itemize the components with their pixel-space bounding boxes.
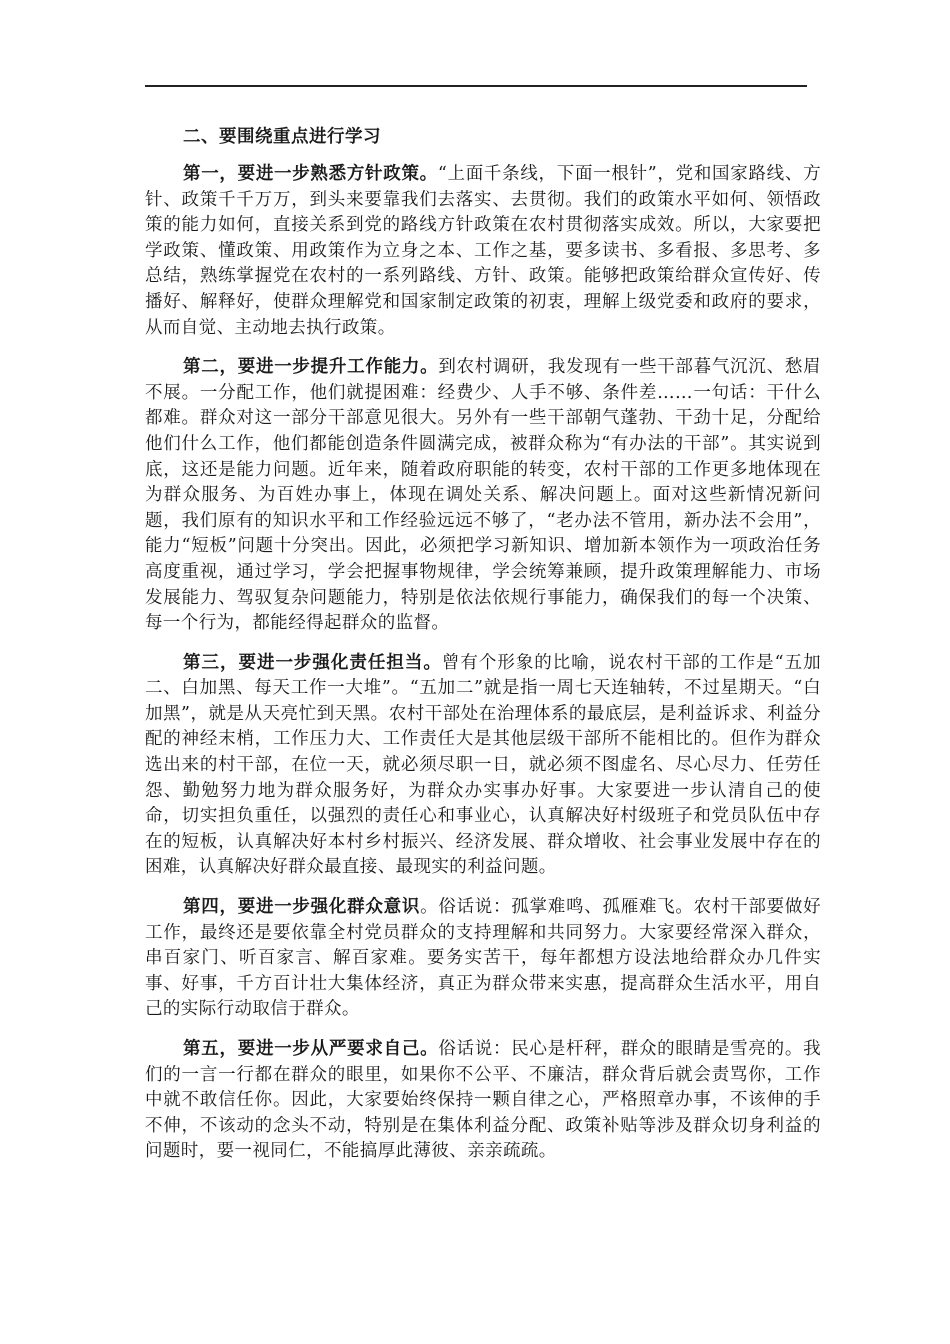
paragraph-lead: 第一，要进一步熟悉方针政策。: [183, 164, 438, 184]
paragraph-lead: 第五，要进一步从严要求自己。: [183, 1039, 439, 1059]
paragraph-lead: 第二，要进一步提升工作能力。: [183, 357, 439, 378]
document-body: [145, 124, 821, 1179]
paragraph-lead: 第三，要进一步强化责任担当。: [183, 652, 442, 673]
paragraph-text: 曾有个形象的比喻，说农村干部的工作是“五加二、白加黑、每天工作一大堆”。“五加二”就是指一周七天连轴转，不过星期天。“白加黑”，就是从天亮忙到天黑。农村干部处在治理体系的最底层，是利益诉求、利益分配的神经末梢，工作压力大、工作责任大是其他层级干部所不能相比的。但作为群众选出来的村干部，在位一天，就必须尽职一日，就必须不图虚名、尽心尽力、任劳任怨、勤勉努力地为群众服务好，为群众办实事办好事。大家要进一步认清自己的使命，切实担负重任，以强烈的责任心和事业心，认真解决好村级班子和党员队伍中存在的短板，认真解决好本村乡村振兴、经济发展、群众增收、社会事业发展中存在的困难，认真解决好群众最直接、最现实的利益问题。: [145, 652, 821, 878]
paragraph-text: “上面千条线，下面一根针”，党和国家路线、方针、政策千千万万，到头来要靠我们去落实、去贯彻。我们的政策水平如何、领悟政策的能力如何，直接关系到党的路线方针政策在农村贯彻落实成效。所以，大家要把学政策、懂政策、用政策作为立身之本、工作之基，要多读书、多看报、多思考、多总结，熟练掌握党在农村的一系列路线、方针、政策。能够把政策给群众宣传好、传播好、解释好，使群众理解党和国家制定政策的初衷，理解上级党委和政府的要求，从而自觉、主动地去执行政策。: [145, 164, 821, 338]
paragraph-2: [145, 355, 821, 637]
paragraph-5: [145, 1037, 821, 1165]
section-heading: 二、要围绕重点进行学习: [183, 127, 381, 147]
paragraph-4: [145, 895, 821, 1023]
paragraph-1: [145, 162, 821, 341]
paragraph-text: 俗话说：民心是杆秤，群众的眼睛是雪亮的。我们的一言一行都在群众的眼里，如果你不公平、不廉洁，群众背后就会责骂你，工作中就不敢信任你。因此，大家要始终保持一颗自律之心，严格照章办事，不该伸的手不伸，不该动的念头不动，特别是在集体利益分配、政策补贴等涉及群众切身利益的问题时，要一视同仁，不能搞厚此薄彼、亲亲疏疏。: [145, 1039, 821, 1162]
paragraph-3: [145, 651, 821, 881]
paragraph-lead: 第四，要进一步强化群众意识: [183, 897, 421, 918]
paragraph-text: 。俗话说：孤掌难鸣、孤雁难飞。农村干部要做好工作，最终还是要依靠全村党员群众的支持理解和共同努力。大家要经常深入群众，串百家门、听百家言、解百家难。要务实苦干，每年都想方设法地给群众办几件实事、好事，千方百计壮大集体经济，真正为群众带来实惠，提高群众生活水平，用自己的实际行动取信于群众。: [145, 897, 821, 1020]
header-rule: [145, 85, 807, 87]
paragraph-text: 到农村调研，我发现有一些干部暮气沉沉、愁眉不展。一分配工作，他们就提困难：经费少、人手不够、条件差……一句话：干什么都难。群众对这一部分干部意见很大。另外有一些干部朝气蓬勃、干劲十足，分配给他们什么工作，他们都能创造条件圆满完成，被群众称为“有办法的干部”。其实说到底，这还是能力问题。近年来，随着政府职能的转变，农村干部的工作更多地体现在为群众服务、为百姓办事上，体现在调处关系、解决问题上。面对这些新情况新问题，我们原有的知识水平和工作经验远远不够了，“老办法不管用，新办法不会用”，能力“短板”问题十分突出。因此，必须把学习新知识、增加新本领作为一项政治任务高度重视，通过学习，学会把握事物规律，学会统筹兼顾，提升政策理解能力、市场发展能力、驾驭复杂问题能力，特别是依法依规行事能力，确保我们的每一个决策、每一个行为，都能经得起群众的监督。: [145, 357, 821, 634]
